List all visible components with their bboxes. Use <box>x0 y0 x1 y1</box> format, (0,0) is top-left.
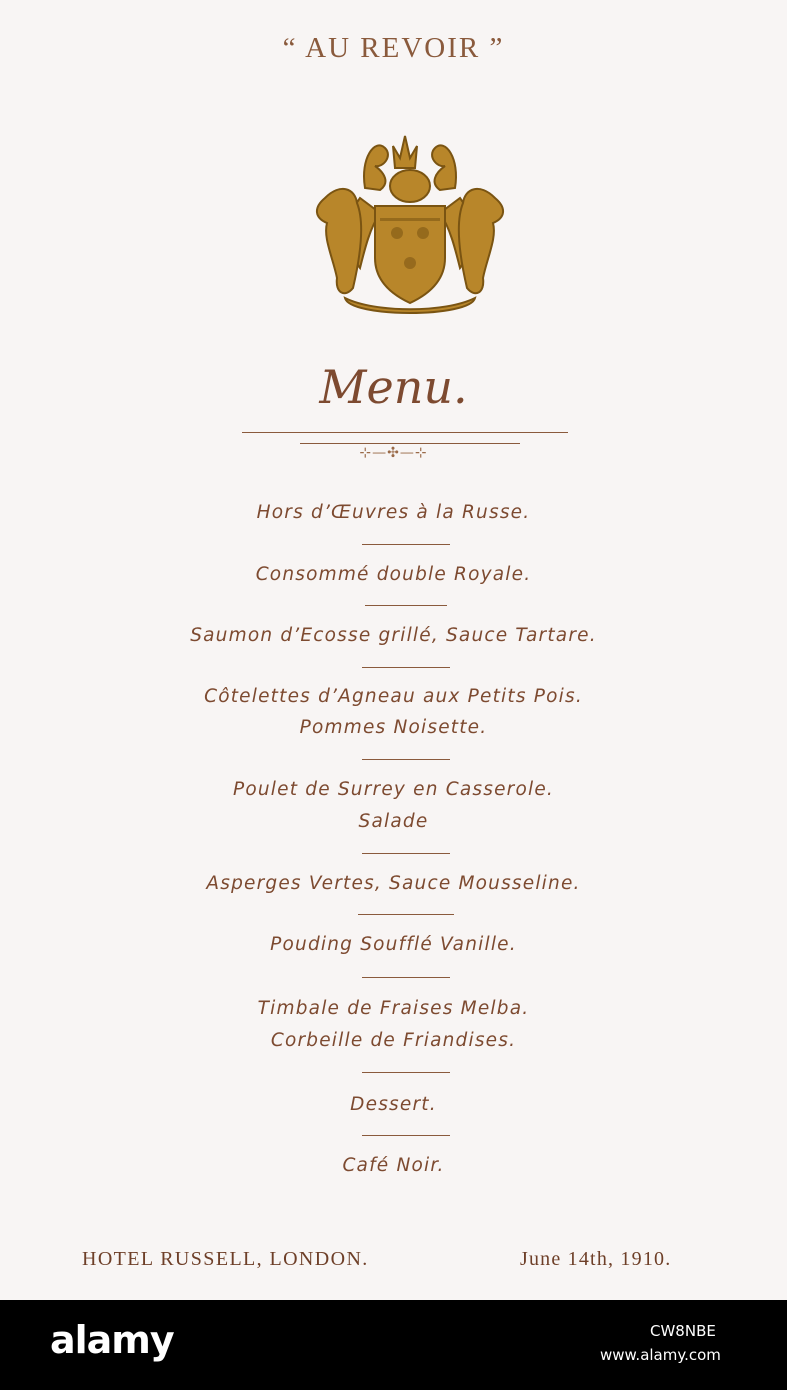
course-item: Hors d’Œuvres à la Russe. <box>256 502 531 523</box>
course-separator <box>362 853 450 854</box>
venue-label: HOTEL RUSSELL, LONDON. <box>82 1248 369 1270</box>
course-item: Côtelettes d’Agneau aux Petits Pois. <box>204 686 583 707</box>
course-item: Asperges Vertes, Sauce Mousseline. <box>206 873 581 894</box>
page-title: “ AU REVOIR ” <box>282 32 505 64</box>
course-separator <box>362 667 450 668</box>
heading-rule-top <box>242 432 568 433</box>
course-item: Saumon d’Ecosse grillé, Sauce Tartare. <box>190 625 597 646</box>
course-separator <box>362 1072 450 1073</box>
course-item: Pouding Soufflé Vanille. <box>270 934 517 955</box>
course-separator <box>362 1135 450 1136</box>
menu-heading: Menu. <box>319 360 468 414</box>
course-item-subline: Pommes Noisette. <box>299 717 488 738</box>
course-item: Timbale de Fraises Melba. <box>257 998 530 1019</box>
course-separator <box>362 544 450 545</box>
course-separator <box>362 977 450 978</box>
course-item: Poulet de Surrey en Casserole. <box>233 779 554 800</box>
flourish-ornament-icon: ⊹—✣—⊹ <box>359 445 428 461</box>
watermark-site: www.alamy.com <box>600 1346 721 1364</box>
date-label: June 14th, 1910. <box>520 1248 672 1270</box>
course-separator <box>362 759 450 760</box>
course-separator <box>358 914 454 915</box>
watermark-image-id: CW8NBE <box>650 1322 716 1340</box>
course-item-subline: Salade <box>358 811 429 832</box>
course-item: Dessert. <box>350 1094 437 1115</box>
watermark-brand: alamy <box>50 1318 174 1362</box>
heading-rule-bottom <box>300 443 520 444</box>
course-item-subline: Corbeille de Friandises. <box>270 1030 517 1051</box>
course-item: Consommé double Royale. <box>255 564 532 585</box>
coat-of-arms-icon <box>305 128 515 328</box>
course-separator <box>365 605 447 606</box>
course-item: Café Noir. <box>342 1155 445 1176</box>
